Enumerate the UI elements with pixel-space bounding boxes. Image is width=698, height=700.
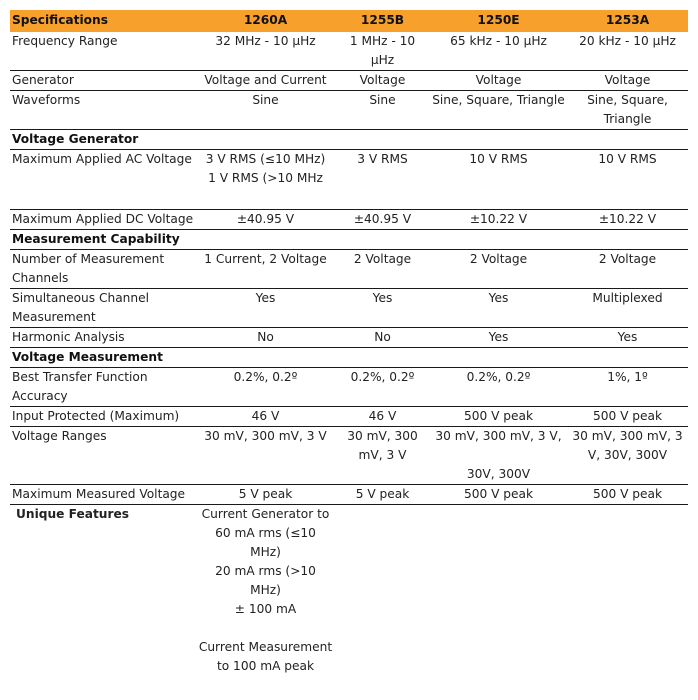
cell-value: Voltage xyxy=(567,71,688,91)
cell-line: 20 mA rms (>10 MHz) xyxy=(215,564,316,597)
cell-value: 2 Voltage xyxy=(335,250,430,289)
cell-value: ±40.95 V xyxy=(196,210,335,230)
cell-value: 0.2%, 0.2º xyxy=(430,368,567,407)
cell-value: 2 Voltage xyxy=(430,250,567,289)
table-row xyxy=(10,427,688,485)
row-label: Simultaneous Channel Measurement xyxy=(10,289,196,328)
cell-value: Sine, Square, Triangle xyxy=(430,91,567,130)
row-label: Waveforms xyxy=(10,91,196,130)
cell-value: Sine xyxy=(196,91,335,130)
cell-value: 0.2%, 0.2º xyxy=(335,368,430,407)
cell-value: 2 Voltage xyxy=(567,250,688,289)
cell-value: Yes xyxy=(567,328,688,348)
cell-value: 1%, 1º xyxy=(567,368,688,407)
cell-value: 1 Current, 2 Voltage xyxy=(196,250,335,289)
row-label: Harmonic Analysis xyxy=(10,328,196,348)
row-label: Maximum Applied DC Voltage xyxy=(10,210,196,230)
cell-line: 3 V RMS (≤10 MHz) xyxy=(205,152,326,166)
specifications-table xyxy=(10,10,688,676)
cell-value: 30 mV, 300 mV, 3 V xyxy=(196,427,335,485)
row-label: Best Transfer Function Accuracy xyxy=(10,368,196,407)
row-label: Generator xyxy=(10,71,196,91)
cell-value: 5 V peak xyxy=(196,485,335,505)
header-row xyxy=(10,10,688,32)
table-row xyxy=(10,250,688,289)
section-title-measurement-capability: Measurement Capability xyxy=(10,230,688,250)
cell-value: No xyxy=(335,328,430,348)
cell-value: 32 MHz - 10 µHz xyxy=(196,32,335,71)
cell-value xyxy=(196,150,335,210)
row-label: Maximum Measured Voltage xyxy=(10,485,196,505)
cell-line: 30V, 300V xyxy=(466,467,531,481)
cell-value: ±10.22 V xyxy=(567,210,688,230)
table-row xyxy=(10,485,688,505)
cell-line: Current Generator to 60 mA rms (≤10 MHz) xyxy=(201,507,330,559)
cell-value: 46 V xyxy=(196,407,335,427)
section-title-voltage-generator: Voltage Generator xyxy=(10,130,688,150)
row-label: Voltage Ranges xyxy=(10,427,196,485)
cell-value: ±10.22 V xyxy=(430,210,567,230)
cell-value: 500 V peak xyxy=(567,485,688,505)
cell-value: ±40.95 V xyxy=(335,210,430,230)
cell-value: Voltage and Current xyxy=(196,71,335,91)
table-row xyxy=(10,150,688,210)
table-row xyxy=(10,368,688,407)
cell-value: 30 mV, 300 mV, 3 V xyxy=(335,427,430,485)
cell-value xyxy=(430,427,567,485)
table-row xyxy=(10,71,688,91)
cell-value: Sine, Square, Triangle xyxy=(567,91,688,130)
cell-value xyxy=(196,505,335,677)
cell-value: 46 V xyxy=(335,407,430,427)
cell-value: 0.2%, 0.2º xyxy=(196,368,335,407)
table-row xyxy=(10,210,688,230)
cell-value: Sine xyxy=(335,91,430,130)
header-model-1260a: 1260A xyxy=(196,10,335,32)
row-label: Maximum Applied AC Voltage xyxy=(10,150,196,210)
cell-value xyxy=(567,505,688,677)
section-title-voltage-measurement: Voltage Measurement xyxy=(10,348,688,368)
cell-value: 500 V peak xyxy=(430,485,567,505)
row-label-unique-features: Unique Features xyxy=(16,507,130,521)
section-row xyxy=(10,230,688,250)
cell-line: 30 mV, 300 mV, 3 V, xyxy=(435,429,562,443)
header-specifications: Specifications xyxy=(10,10,196,32)
cell-value: 10 V RMS xyxy=(430,150,567,210)
cell-value: Yes xyxy=(196,289,335,328)
table-row xyxy=(10,407,688,427)
cell-value: 10 V RMS xyxy=(567,150,688,210)
table-row xyxy=(10,289,688,328)
cell-value: No xyxy=(196,328,335,348)
cell-value: 20 kHz - 10 µHz xyxy=(567,32,688,71)
row-label: Input Protected (Maximum) xyxy=(10,407,196,427)
header-model-1250e: 1250E xyxy=(430,10,567,32)
cell-value: Multiplexed xyxy=(567,289,688,328)
cell-value: Yes xyxy=(335,289,430,328)
section-row xyxy=(10,348,688,368)
cell-value xyxy=(335,505,430,677)
cell-value: Yes xyxy=(430,328,567,348)
header-model-1255b: 1255B xyxy=(335,10,430,32)
section-row xyxy=(10,130,688,150)
cell-line: Current Measurement to 100 mA peak xyxy=(198,640,333,673)
row-label: Frequency Range xyxy=(10,32,196,71)
table-row xyxy=(10,91,688,130)
cell-value: Yes xyxy=(430,289,567,328)
row-label: Number of Measurement Channels xyxy=(10,250,196,289)
cell-line: 1 V RMS (>10 MHz xyxy=(208,171,323,185)
cell-value xyxy=(430,505,567,677)
cell-value: 3 V RMS xyxy=(335,150,430,210)
cell-value: 500 V peak xyxy=(567,407,688,427)
header-model-1253a: 1253A xyxy=(567,10,688,32)
table-row xyxy=(10,32,688,71)
cell-value: 65 kHz - 10 µHz xyxy=(430,32,567,71)
cell-line: ± 100 mA xyxy=(234,602,297,616)
cell-value: 500 V peak xyxy=(430,407,567,427)
cell-value: 5 V peak xyxy=(335,485,430,505)
cell-value: 1 MHz - 10 µHz xyxy=(335,32,430,71)
cell-value: Voltage xyxy=(335,71,430,91)
cell-value: 30 mV, 300 mV, 3 V, 30V, 300V xyxy=(567,427,688,485)
table-row xyxy=(10,328,688,348)
cell-value: Voltage xyxy=(430,71,567,91)
table-row xyxy=(10,505,688,677)
